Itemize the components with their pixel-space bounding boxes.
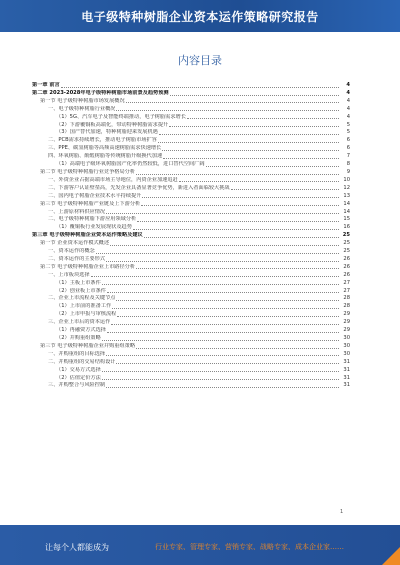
toc-leader <box>107 332 339 333</box>
toc-entry-page: 29 <box>343 327 350 334</box>
toc-entry[interactable] <box>32 224 350 232</box>
toc-entry-page: 16 <box>343 224 350 231</box>
toc-entry[interactable] <box>32 137 350 145</box>
toc-entry[interactable] <box>32 201 350 209</box>
toc-entry[interactable] <box>32 375 350 383</box>
toc-entry-page: 4 <box>346 89 350 96</box>
toc-entry[interactable] <box>32 153 350 161</box>
toc-entry-text: 二、下游客户认证壁垒高，先发企业具备显著竞争优势，新进入者面临较大挑战 <box>48 184 230 191</box>
toc-leader <box>117 316 339 317</box>
toc-entry-text: （1）上市前的准备工作 <box>56 303 112 310</box>
toc-entry-page: 31 <box>343 374 350 381</box>
toc-entry-page: 5 <box>346 121 350 128</box>
toc-entry-page: 31 <box>343 382 350 389</box>
toc-entry-text: 一、上游原材料供应情况 <box>48 208 106 215</box>
toc-entry-text: （1）再融资方式选择 <box>56 327 106 334</box>
toc-entry-page: 13 <box>343 192 350 199</box>
toc-entry-text: （2）上市申报与审核流程 <box>56 311 117 318</box>
toc-leader <box>144 237 339 238</box>
toc-entry[interactable] <box>32 90 350 98</box>
toc-leader <box>102 284 339 285</box>
toc-leader <box>187 118 339 119</box>
toc-entry-text: 三、并购整合与风险控制 <box>48 382 106 389</box>
toc-entry[interactable] <box>32 240 350 248</box>
toc-entry-text: 二、并购重组的交易结构设计 <box>48 358 116 365</box>
toc-entry-text: 一、外资企业占据高端市场主导地位，内资企业加速追赶 <box>48 176 178 183</box>
toc-entry-text: 第二章 2023-2028年电子级特种树脂市场前景及趋势预测 <box>32 89 169 96</box>
toc-entry-page: 4 <box>346 82 350 88</box>
toc-entry-page: 28 <box>343 295 350 302</box>
toc-leader <box>142 197 339 198</box>
toc-entry-text: （2）并购重组策略 <box>56 335 101 341</box>
toc-entry[interactable] <box>32 177 350 185</box>
toc-leader <box>111 324 339 325</box>
toc-entry-page: 26 <box>343 271 350 278</box>
toc-entry[interactable] <box>32 311 350 319</box>
toc-leader <box>102 340 339 341</box>
toc-entry-text: （1）高端电子级环氧树脂国产化率仍然较低，进口替代空间广阔 <box>56 161 205 168</box>
toc-entry[interactable] <box>32 303 350 311</box>
toc-entry-text: 三、PPE、碳氢树脂等高频高速树脂需求快速增长 <box>48 145 162 152</box>
toc-entry-text: 三、企业上市后的资本运作 <box>48 319 111 326</box>
toc-leader <box>141 205 339 206</box>
toc-entry-page: 15 <box>343 216 350 223</box>
toc-entry-text: 第三章 电子级特种树脂企业资本运作策略及建议 <box>32 232 143 239</box>
toc-entry-page: 29 <box>343 311 350 318</box>
toc-leader <box>158 142 339 143</box>
toc-entry-text: （2）估值定价方法 <box>56 374 101 381</box>
toc-entry-page: 31 <box>343 366 350 373</box>
toc-entry-text: 第二节 电子级特种树脂企业上市路径分析 <box>40 263 136 270</box>
toc-leader <box>110 245 339 246</box>
toc-entry-text: （2）下游覆铜板高端化，带动特种树脂需求提升 <box>56 121 169 128</box>
toc-entry[interactable] <box>32 288 350 296</box>
toc-leader <box>136 174 339 175</box>
toc-entry-page: 30 <box>343 342 350 349</box>
toc-leader <box>112 308 339 309</box>
toc-entry[interactable] <box>32 248 350 256</box>
toc-entry-page: 26 <box>343 263 350 270</box>
toc-entry[interactable] <box>32 272 350 280</box>
toc-entry-page: 25 <box>342 232 350 239</box>
toc-entry-text: 第二节 电子级特种树脂行业竞争格局分析 <box>40 168 136 175</box>
toc-leader <box>106 261 339 262</box>
toc-entry[interactable] <box>32 209 350 217</box>
toc-entry-text: （1）覆铜板行业发展现状及趋势 <box>56 224 132 231</box>
toc-entry-text: 二、企业上市流程及关键节点 <box>48 295 116 302</box>
toc-entry-page: 8 <box>346 161 350 168</box>
toc-entry-page: 6 <box>346 145 350 152</box>
toc-entry-text: 第三节 电子级特种树脂企业并购重组策略 <box>40 342 136 349</box>
toc-leader <box>179 181 339 182</box>
toc-entry-text: 四、环氧树脂、酚醛树脂等传统树脂升级换代加速 <box>48 153 163 160</box>
toc-leader <box>116 300 339 301</box>
footer-tagline: 行业专家、管理专家、营销专家、战略专家、成本企业家…… <box>155 543 344 551</box>
table-of-contents <box>32 82 350 390</box>
toc-entry[interactable] <box>32 367 350 375</box>
toc-entry-page: 4 <box>346 113 350 120</box>
toc-entry[interactable] <box>32 327 350 335</box>
toc-entry[interactable] <box>32 98 350 106</box>
toc-entry-page: 26 <box>343 255 350 262</box>
toc-leader <box>133 229 339 230</box>
toc-entry-page: 4 <box>346 105 350 112</box>
page-number: 1 <box>340 509 344 515</box>
corner-decoration <box>382 547 400 565</box>
toc-leader <box>159 134 339 135</box>
toc-leader <box>136 348 339 349</box>
toc-entry-text: 一、资本运作的概念 <box>48 248 95 255</box>
toc-leader <box>116 363 339 364</box>
toc-leader <box>116 110 339 111</box>
toc-entry-page: 27 <box>343 287 350 294</box>
toc-entry-page: 25 <box>343 248 350 255</box>
toc-entry-text: 一、并购重组的目标选择 <box>48 350 106 357</box>
toc-entry[interactable] <box>32 280 350 288</box>
toc-entry[interactable] <box>32 114 350 122</box>
toc-entry-text: 二、资本运作的主要形式 <box>48 255 106 262</box>
toc-entry-text: （1）主板上市条件 <box>56 279 101 286</box>
page-footer <box>0 525 400 565</box>
toc-entry-text: （2）创业板上市条件 <box>56 287 106 294</box>
toc-entry-page: 28 <box>343 303 350 310</box>
toc-entry-page: 10 <box>343 176 350 183</box>
toc-entry-page: 6 <box>346 137 350 144</box>
toc-entry[interactable] <box>32 185 350 193</box>
toc-leader <box>107 292 339 293</box>
toc-entry-text: 一、电子级特种树脂行业概况 <box>48 105 116 112</box>
toc-leader <box>106 387 339 388</box>
toc-entry-page: 5 <box>346 129 350 136</box>
toc-leader <box>126 102 339 103</box>
toc-entry-page: 30 <box>343 335 350 341</box>
toc-entry[interactable] <box>32 256 350 264</box>
toc-leader <box>162 150 339 151</box>
toc-entry-text: 第一节 企业资本运作模式概述 <box>40 240 110 247</box>
toc-entry-text: （3）国产替代加速，特种树脂迎来发展机遇 <box>56 129 158 136</box>
toc-leader <box>106 355 339 356</box>
toc-entry-page: 12 <box>343 184 350 191</box>
toc-entry[interactable] <box>32 129 350 137</box>
toc-heading: 内容目录 <box>178 54 222 67</box>
toc-entry-page: 30 <box>343 350 350 357</box>
toc-entry-text: （1）交易方式选择 <box>56 366 101 373</box>
toc-entry-text: 第三节 电子级特种树脂产业链及上下游分析 <box>40 200 141 207</box>
toc-entry[interactable] <box>32 351 350 359</box>
toc-entry[interactable] <box>32 232 350 240</box>
toc-leader <box>102 379 339 380</box>
toc-leader <box>170 95 339 96</box>
toc-entry[interactable] <box>32 343 350 351</box>
toc-entry-text: 第一节 电子级特种树脂市场发展概况 <box>40 97 125 104</box>
toc-entry-page: 29 <box>343 319 350 326</box>
report-title: 电子级特种树脂企业资本运作策略研究报告 <box>81 10 319 24</box>
toc-leader <box>102 371 339 372</box>
toc-leader <box>96 253 339 254</box>
toc-leader <box>206 166 339 167</box>
toc-leader <box>169 126 339 127</box>
toc-entry-text: （1）5G、汽车电子及智能终端推动，电子树脂需求增长 <box>56 113 186 120</box>
toc-entry[interactable] <box>32 82 350 90</box>
toc-entry[interactable] <box>32 359 350 367</box>
toc-entry[interactable] <box>32 122 350 130</box>
toc-entry[interactable] <box>32 216 350 224</box>
toc-entry-page: 9 <box>346 168 350 175</box>
toc-entry-text: 二、电子级特种树脂下游应用领域分析 <box>48 216 137 223</box>
toc-entry-page: 4 <box>346 97 350 104</box>
toc-entry-page: 25 <box>343 240 350 247</box>
toc-entry[interactable] <box>32 106 350 114</box>
footer-slogan: 让每个人都能成为 <box>45 543 109 552</box>
toc-entry-page: 14 <box>343 200 350 207</box>
toc-entry[interactable] <box>32 295 350 303</box>
toc-entry-text: 二、国内电子树脂企业技术水平持续提升 <box>48 192 142 199</box>
toc-entry[interactable] <box>32 319 350 327</box>
toc-entry-page: 31 <box>343 358 350 365</box>
toc-entry-text: 二、PCB需求持续增长，推动电子树脂市场扩容 <box>48 137 157 144</box>
toc-entry-page: 27 <box>343 279 350 286</box>
toc-entry[interactable] <box>32 193 350 201</box>
toc-leader <box>106 213 339 214</box>
toc-entry-page: 14 <box>343 208 350 215</box>
toc-entry[interactable] <box>32 382 350 390</box>
toc-entry[interactable] <box>32 335 350 343</box>
toc-entry[interactable] <box>32 161 350 169</box>
toc-entry-text: 一、上市板块选择 <box>48 271 90 278</box>
toc-entry-text: 第一章 前言 <box>32 82 60 88</box>
toc-leader <box>231 189 339 190</box>
toc-entry[interactable] <box>32 169 350 177</box>
toc-leader <box>136 268 339 269</box>
toc-leader <box>61 87 339 88</box>
toc-entry[interactable] <box>32 264 350 272</box>
toc-leader <box>137 221 339 222</box>
toc-leader <box>163 158 339 159</box>
page-header <box>0 0 400 32</box>
toc-entry-page: 7 <box>346 153 350 160</box>
toc-leader <box>91 276 339 277</box>
toc-entry[interactable] <box>32 145 350 153</box>
